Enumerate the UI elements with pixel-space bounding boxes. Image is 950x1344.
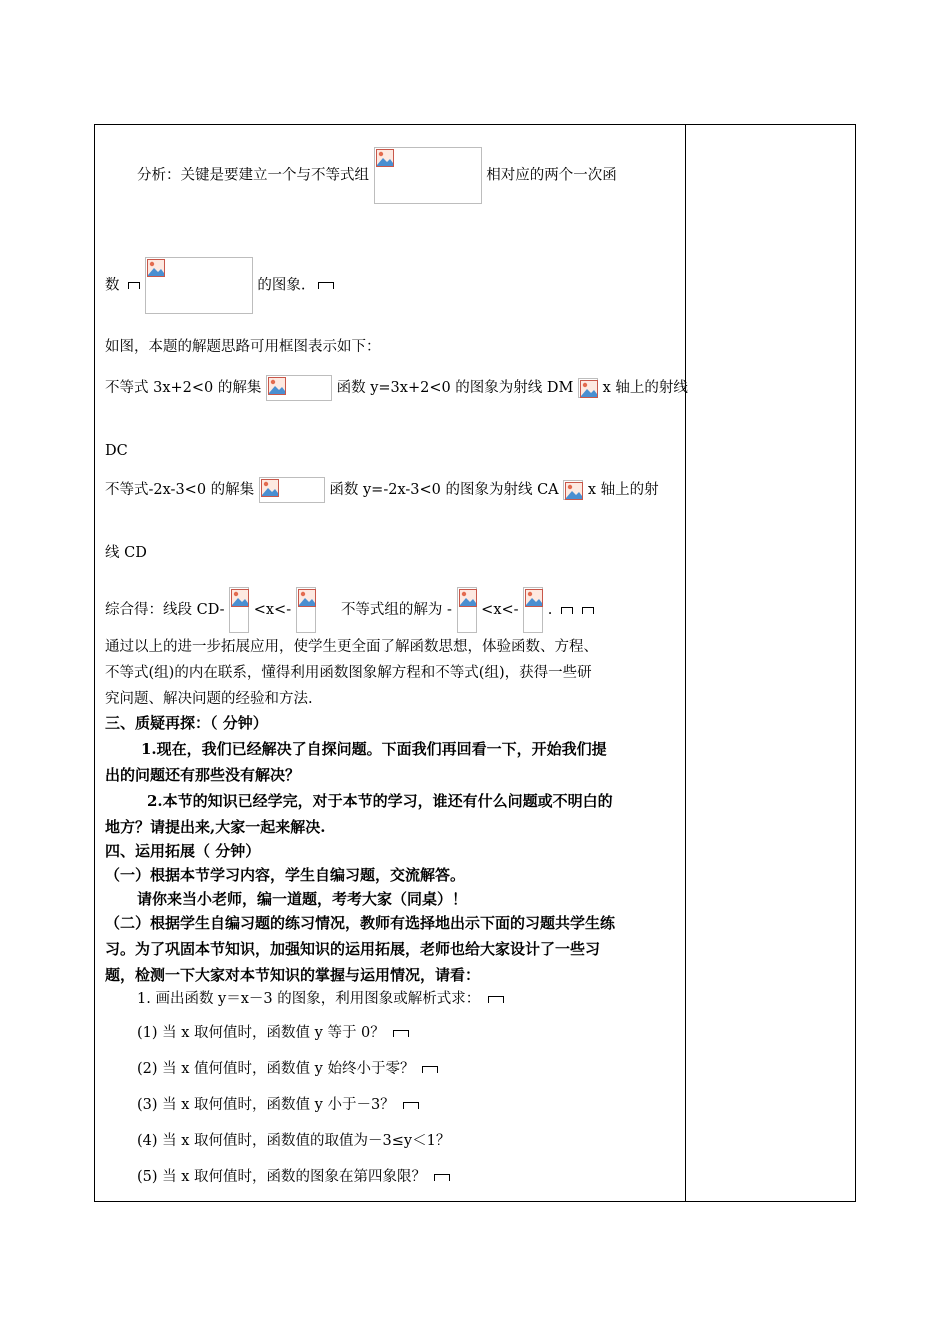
analysis-text: 的图象.: [257, 277, 306, 294]
exercise-item: [137, 1131, 450, 1151]
section-heading: 四、运用拓展（ 分钟）: [105, 842, 261, 860]
analysis-text: 分析：关键是要建立一个与不等式组: [137, 167, 369, 184]
diagram-intro: 如图，本题的解题思路可用框图表示如下：: [105, 339, 381, 355]
format-mark-icon: [403, 1102, 419, 1109]
exercise-item-text: (3) 当 x 取何值时，函数值 y 小于－3？: [137, 1097, 395, 1113]
summary-line: [105, 587, 594, 633]
paragraph-line: 通过以上的进一步拓展应用，使学生更全面了解函数思想，体验函数、方程、: [105, 639, 598, 655]
broken-image-icon: [457, 587, 477, 633]
exercise-item: [137, 1167, 450, 1187]
format-mark-icon: [393, 1030, 409, 1037]
exercise-item: [137, 1023, 409, 1043]
section-heading: 三、质疑再探：（ 分钟）: [105, 714, 268, 732]
question-line: 地方？请提出来,大家一起来解决.: [105, 818, 326, 836]
broken-image-icon: [578, 378, 598, 398]
exercise-title-text: 1. 画出函数 y＝x－3 的图象，利用图象或解析式求：: [137, 991, 481, 1007]
broken-image-icon: [259, 477, 325, 503]
analysis-text: 相对应的两个一次函: [486, 167, 617, 184]
column-divider: [685, 125, 686, 1201]
subsection-line: （二）根据学生自编习题的练习情况，教师有选择地出示下面的习题共学生练: [105, 914, 616, 932]
broken-image-icon: [374, 147, 482, 204]
paragraph-line: 不等式(组)的内在联系，懂得利用函数图象解方程和不等式(组)，获得一些研: [105, 665, 592, 681]
broken-image-icon: [266, 375, 332, 401]
analysis-text: 数: [105, 277, 120, 294]
format-mark-icon: [128, 282, 140, 289]
format-mark-icon: [318, 282, 334, 289]
broken-image-icon: [145, 257, 253, 314]
broken-image-icon: [523, 587, 543, 633]
summary-text: .: [547, 602, 553, 618]
exercise-title: [137, 989, 504, 1009]
flow-row-1-cont: DC: [105, 443, 128, 459]
exercise-item: [137, 1095, 419, 1115]
flow-text: 不等式 3x+2<0 的解集: [105, 380, 262, 396]
format-mark-icon: [488, 996, 504, 1003]
flow-text: x 轴上的射: [587, 482, 659, 498]
subsection-line: 请你来当小老师，编一道题，考考大家（同桌）！: [137, 890, 468, 908]
question-line: 1.现在，我们已经解决了自探问题。下面我们再回看一下，开始我们提: [141, 740, 607, 758]
format-mark-icon: [422, 1066, 438, 1073]
analysis-line-2: [105, 257, 334, 314]
flow-row-2: [105, 477, 659, 503]
flow-text: 不等式-2x-3<0 的解集: [105, 482, 255, 498]
format-mark-icon: [561, 607, 573, 614]
summary-text: 综合得：线段 CD-: [105, 602, 225, 618]
analysis-line-1: [137, 147, 617, 204]
question-line: 出的问题还有那些没有解决？: [105, 766, 301, 784]
format-mark-icon: [582, 607, 594, 614]
subsection-line: 习。为了巩固本节知识，加强知识的运用拓展，老师也给大家设计了一些习: [105, 940, 601, 958]
flow-row-1: [105, 375, 688, 401]
broken-image-icon: [229, 587, 249, 633]
exercise-item-text: (2) 当 x 值何值时，函数值 y 始终小于零？: [137, 1061, 415, 1077]
summary-text: <x<-: [481, 602, 519, 618]
question-line: 2.本节的知识已经学完，对于本节的学习，谁还有什么问题或不明白的: [147, 792, 613, 810]
subsection-line: （一）根据本节学习内容，学生自编习题，交流解答。: [105, 866, 466, 884]
paragraph-line: 究问题、解决问题的经验和方法.: [105, 691, 313, 707]
broken-image-icon: [563, 480, 583, 500]
summary-text: 不等式组的解为 -: [340, 602, 452, 618]
broken-image-icon: [296, 587, 316, 633]
flow-row-2-cont: 线 CD: [105, 545, 147, 561]
flow-text: x 轴上的射线: [602, 380, 688, 396]
summary-text: <x<-: [253, 602, 292, 618]
exercise-item-text: (5) 当 x 取何值时，函数的图象在第四象限？: [137, 1169, 427, 1185]
flow-text: 函数 y=-2x-3<0 的图象为射线 CA: [329, 482, 559, 498]
exercise-item-text: (1) 当 x 取何值时，函数值 y 等于 0？: [137, 1025, 385, 1041]
lesson-table: [94, 124, 856, 1202]
flow-text: 函数 y=3x+2<0 的图象为射线 DM: [336, 380, 574, 396]
subsection-line: 题，检测一下大家对本节知识的掌握与运用情况，请看：: [105, 966, 481, 984]
format-mark-icon: [434, 1174, 450, 1181]
exercise-item: [137, 1059, 438, 1079]
exercise-item-text: (4) 当 x 取何值时，函数值的取值为－3≤y＜1？: [137, 1133, 451, 1149]
